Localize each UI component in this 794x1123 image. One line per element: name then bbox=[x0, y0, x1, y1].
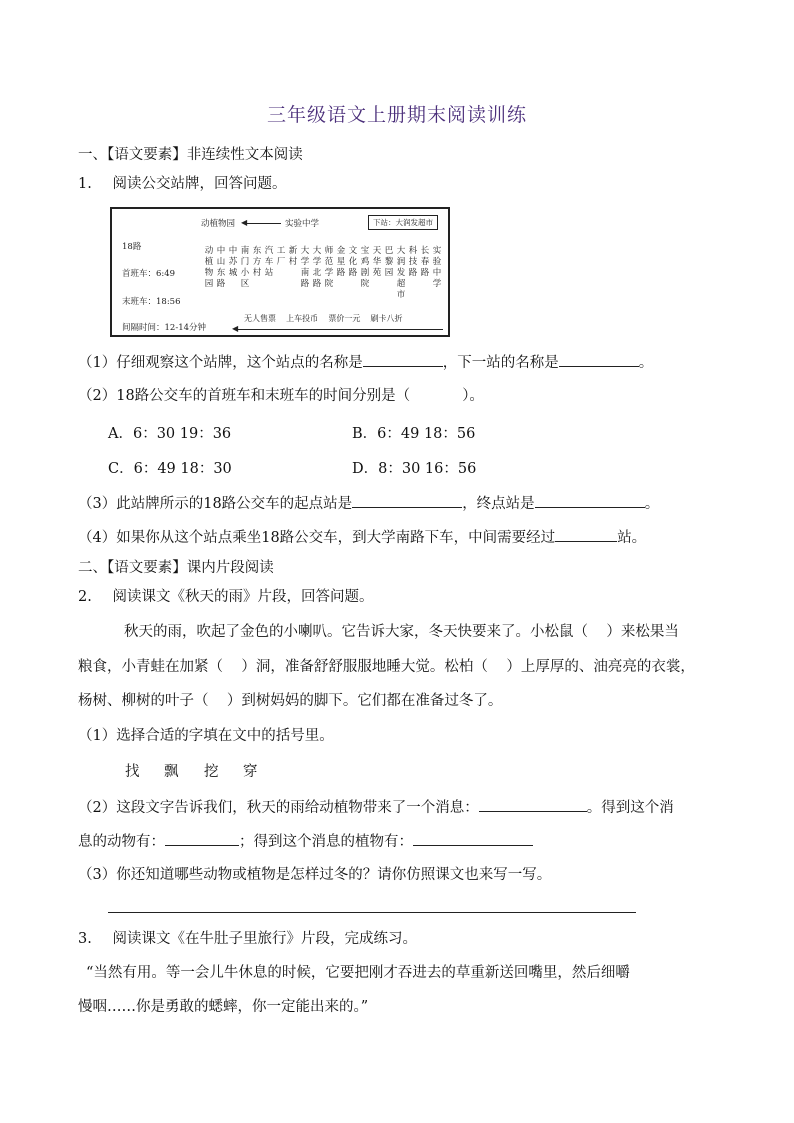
question-2-2-cont bbox=[78, 829, 533, 853]
sign-notice: 无人售票 上车投币 票价一元 刷卡八折 bbox=[244, 314, 403, 323]
sub-question-text: 18路公交车的首班车和末班车的时间分别是（ bbox=[116, 388, 411, 404]
answer-writing-line[interactable] bbox=[108, 912, 636, 913]
sub-question-text: 你还知道哪些动物或植物是怎样过冬的？请你仿照课文也来写一写。 bbox=[116, 867, 552, 883]
question-number: 2. bbox=[78, 589, 92, 605]
answer-blank[interactable] bbox=[479, 795, 587, 812]
sub-question-text: ）。 bbox=[462, 388, 484, 404]
word-choice: 挖 bbox=[204, 764, 219, 780]
question-1-4 bbox=[78, 525, 646, 549]
question-2-2 bbox=[78, 795, 674, 819]
answer-blank[interactable] bbox=[363, 350, 443, 367]
stop-name: 金星路 bbox=[336, 246, 346, 278]
sub-question-text: 仔细观察这个站牌，这个站点的名称是 bbox=[116, 355, 363, 371]
option-d[interactable]: D．8：30 16：56 bbox=[352, 461, 477, 477]
word-choice: 穿 bbox=[243, 764, 258, 780]
sub-question-text: ；得到这个消息的植物有： bbox=[239, 834, 413, 850]
stop-name: 工厂 bbox=[276, 246, 286, 267]
question-3-prompt bbox=[78, 928, 417, 950]
sub-question-number: （3） bbox=[78, 496, 117, 512]
question-text: 阅读公交站牌，回答问题。 bbox=[112, 176, 287, 192]
page-title: 三年级语文上册期末阅读训练 bbox=[266, 104, 527, 126]
stop-name: 师范学院 bbox=[324, 246, 334, 289]
sub-question-text: 此站牌所示的18路公交车的起点站是 bbox=[116, 496, 353, 512]
stop-name: 实验中学 bbox=[432, 246, 442, 289]
stop-name: 动植物园 bbox=[204, 246, 214, 289]
sub-question-number: （1） bbox=[78, 355, 117, 371]
arrow-left-icon: ◀ bbox=[232, 324, 239, 333]
word-choice: 飘 bbox=[164, 764, 179, 780]
question-2-1 bbox=[78, 725, 334, 747]
sign-arrow-bottom bbox=[238, 329, 443, 330]
answer-blank[interactable] bbox=[165, 829, 239, 846]
sign-interval: 间隔时间：12-14分钟 bbox=[122, 323, 207, 333]
section-1-heading: 一、【语文要素】非连续性文本阅读 bbox=[78, 147, 303, 163]
sign-prev-stop: 动植物园 bbox=[201, 219, 236, 229]
stop-name: 文化路 bbox=[348, 246, 358, 278]
sub-question-text: 站。 bbox=[617, 530, 647, 546]
passage-line: 秋天的雨，吹起了金色的小喇叭。它告诉大家，冬天快要来了。小松鼠（ ）来松果当 bbox=[124, 624, 679, 640]
sub-question-text: 这段文字告诉我们，秋天的雨给动植物带来了一个消息： bbox=[116, 800, 479, 816]
stop-name: 汽车站 bbox=[264, 246, 274, 278]
sub-question-text: 。 bbox=[644, 496, 660, 512]
stop-name: 天华苑 bbox=[372, 246, 382, 278]
sub-question-number: （1） bbox=[78, 728, 117, 744]
answer-blank[interactable] bbox=[535, 491, 645, 508]
question-1-3 bbox=[78, 491, 659, 515]
arrow-left-icon: ◀ bbox=[241, 218, 248, 227]
stop-name: 大学南路 bbox=[300, 246, 310, 289]
stop-name: 宝鸡剧院 bbox=[360, 246, 370, 289]
sign-arrow-top bbox=[245, 223, 281, 224]
sub-question-text: 息的动物有： bbox=[78, 834, 165, 850]
answer-blank[interactable] bbox=[559, 350, 639, 367]
sub-question-text: 。得到这个消 bbox=[586, 800, 674, 816]
sub-question-number: （4） bbox=[78, 530, 117, 546]
sub-question-text: 选择合适的字填在文中的括号里。 bbox=[116, 728, 334, 744]
question-2-prompt bbox=[78, 586, 373, 608]
sign-route: 18路 bbox=[122, 242, 142, 252]
stop-name: 巴黎园 bbox=[384, 246, 394, 278]
sign-last-bus: 末班车：18:56 bbox=[122, 297, 181, 307]
sub-question-text: 。 bbox=[638, 355, 654, 371]
question-1-2 bbox=[78, 385, 484, 407]
stop-name: 科技路 bbox=[408, 246, 418, 278]
sub-question-number: （2） bbox=[78, 800, 117, 816]
quote-line: “当然有用。等一会儿牛休息的时候，它要把刚才吞进去的草重新送回嘴里，然后细嚼 bbox=[86, 965, 630, 981]
stop-name: 中苏城 bbox=[228, 246, 238, 278]
passage-line: 杨树、柳树的叶子（ ）到树妈妈的脚下。它们都在准备过冬了。 bbox=[78, 693, 503, 709]
sub-question-number: （3） bbox=[78, 867, 117, 883]
sub-question-text: ，终点站是 bbox=[462, 496, 535, 512]
stop-name: 大学北路 bbox=[312, 246, 322, 289]
answer-blank[interactable] bbox=[352, 491, 462, 508]
question-1-prompt bbox=[78, 173, 286, 195]
stop-name: 大润发超市 bbox=[396, 246, 406, 300]
sign-next-stop: 下站：大润发超市 bbox=[368, 215, 438, 230]
question-number: 1. bbox=[78, 176, 92, 192]
question-1-1 bbox=[78, 350, 653, 374]
quote-line: 慢咽……你是勇敢的蟋蟀，你一定能出来的。” bbox=[78, 999, 369, 1015]
option-a[interactable]: A．6：30 19：36 bbox=[108, 426, 232, 442]
section-2-heading: 二、【语文要素】课内片段阅读 bbox=[78, 560, 274, 576]
stop-name: 中山东路 bbox=[216, 246, 226, 289]
question-number: 3. bbox=[78, 931, 92, 947]
sub-question-text: ，下一站的名称是 bbox=[442, 355, 559, 371]
sign-current-stop: 实验中学 bbox=[285, 219, 320, 229]
passage-line: 粮食，小青蛙在加紧（ ）洞，准备舒舒服服地睡大觉。松柏（ ）上厚厚的、油亮亮的衣裳， bbox=[78, 659, 695, 675]
question-text: 阅读课文《在牛肚子里旅行》片段，完成练习。 bbox=[112, 931, 417, 947]
question-text: 阅读课文《秋天的雨》片段，回答问题。 bbox=[112, 589, 374, 605]
answer-blank[interactable] bbox=[413, 829, 533, 846]
question-2-3 bbox=[78, 864, 551, 886]
stop-name: 新村 bbox=[288, 246, 298, 267]
sign-first-bus: 首班车：6:49 bbox=[122, 269, 176, 279]
stop-name: 东方村 bbox=[252, 246, 262, 278]
option-b[interactable]: B．6：49 18：56 bbox=[352, 426, 476, 442]
stop-name: 长春路 bbox=[420, 246, 430, 278]
bus-stop-sign bbox=[110, 207, 450, 337]
word-choice: 找 bbox=[125, 764, 140, 780]
sub-question-text: 如果你从这个站点乘坐18路公交车，到大学南路下车，中间需要经过 bbox=[116, 530, 556, 546]
stop-name: 南门小区 bbox=[240, 246, 250, 289]
option-c[interactable]: C．6：49 18：30 bbox=[108, 461, 232, 477]
answer-blank[interactable] bbox=[555, 525, 617, 542]
sub-question-number: （2） bbox=[78, 388, 117, 404]
